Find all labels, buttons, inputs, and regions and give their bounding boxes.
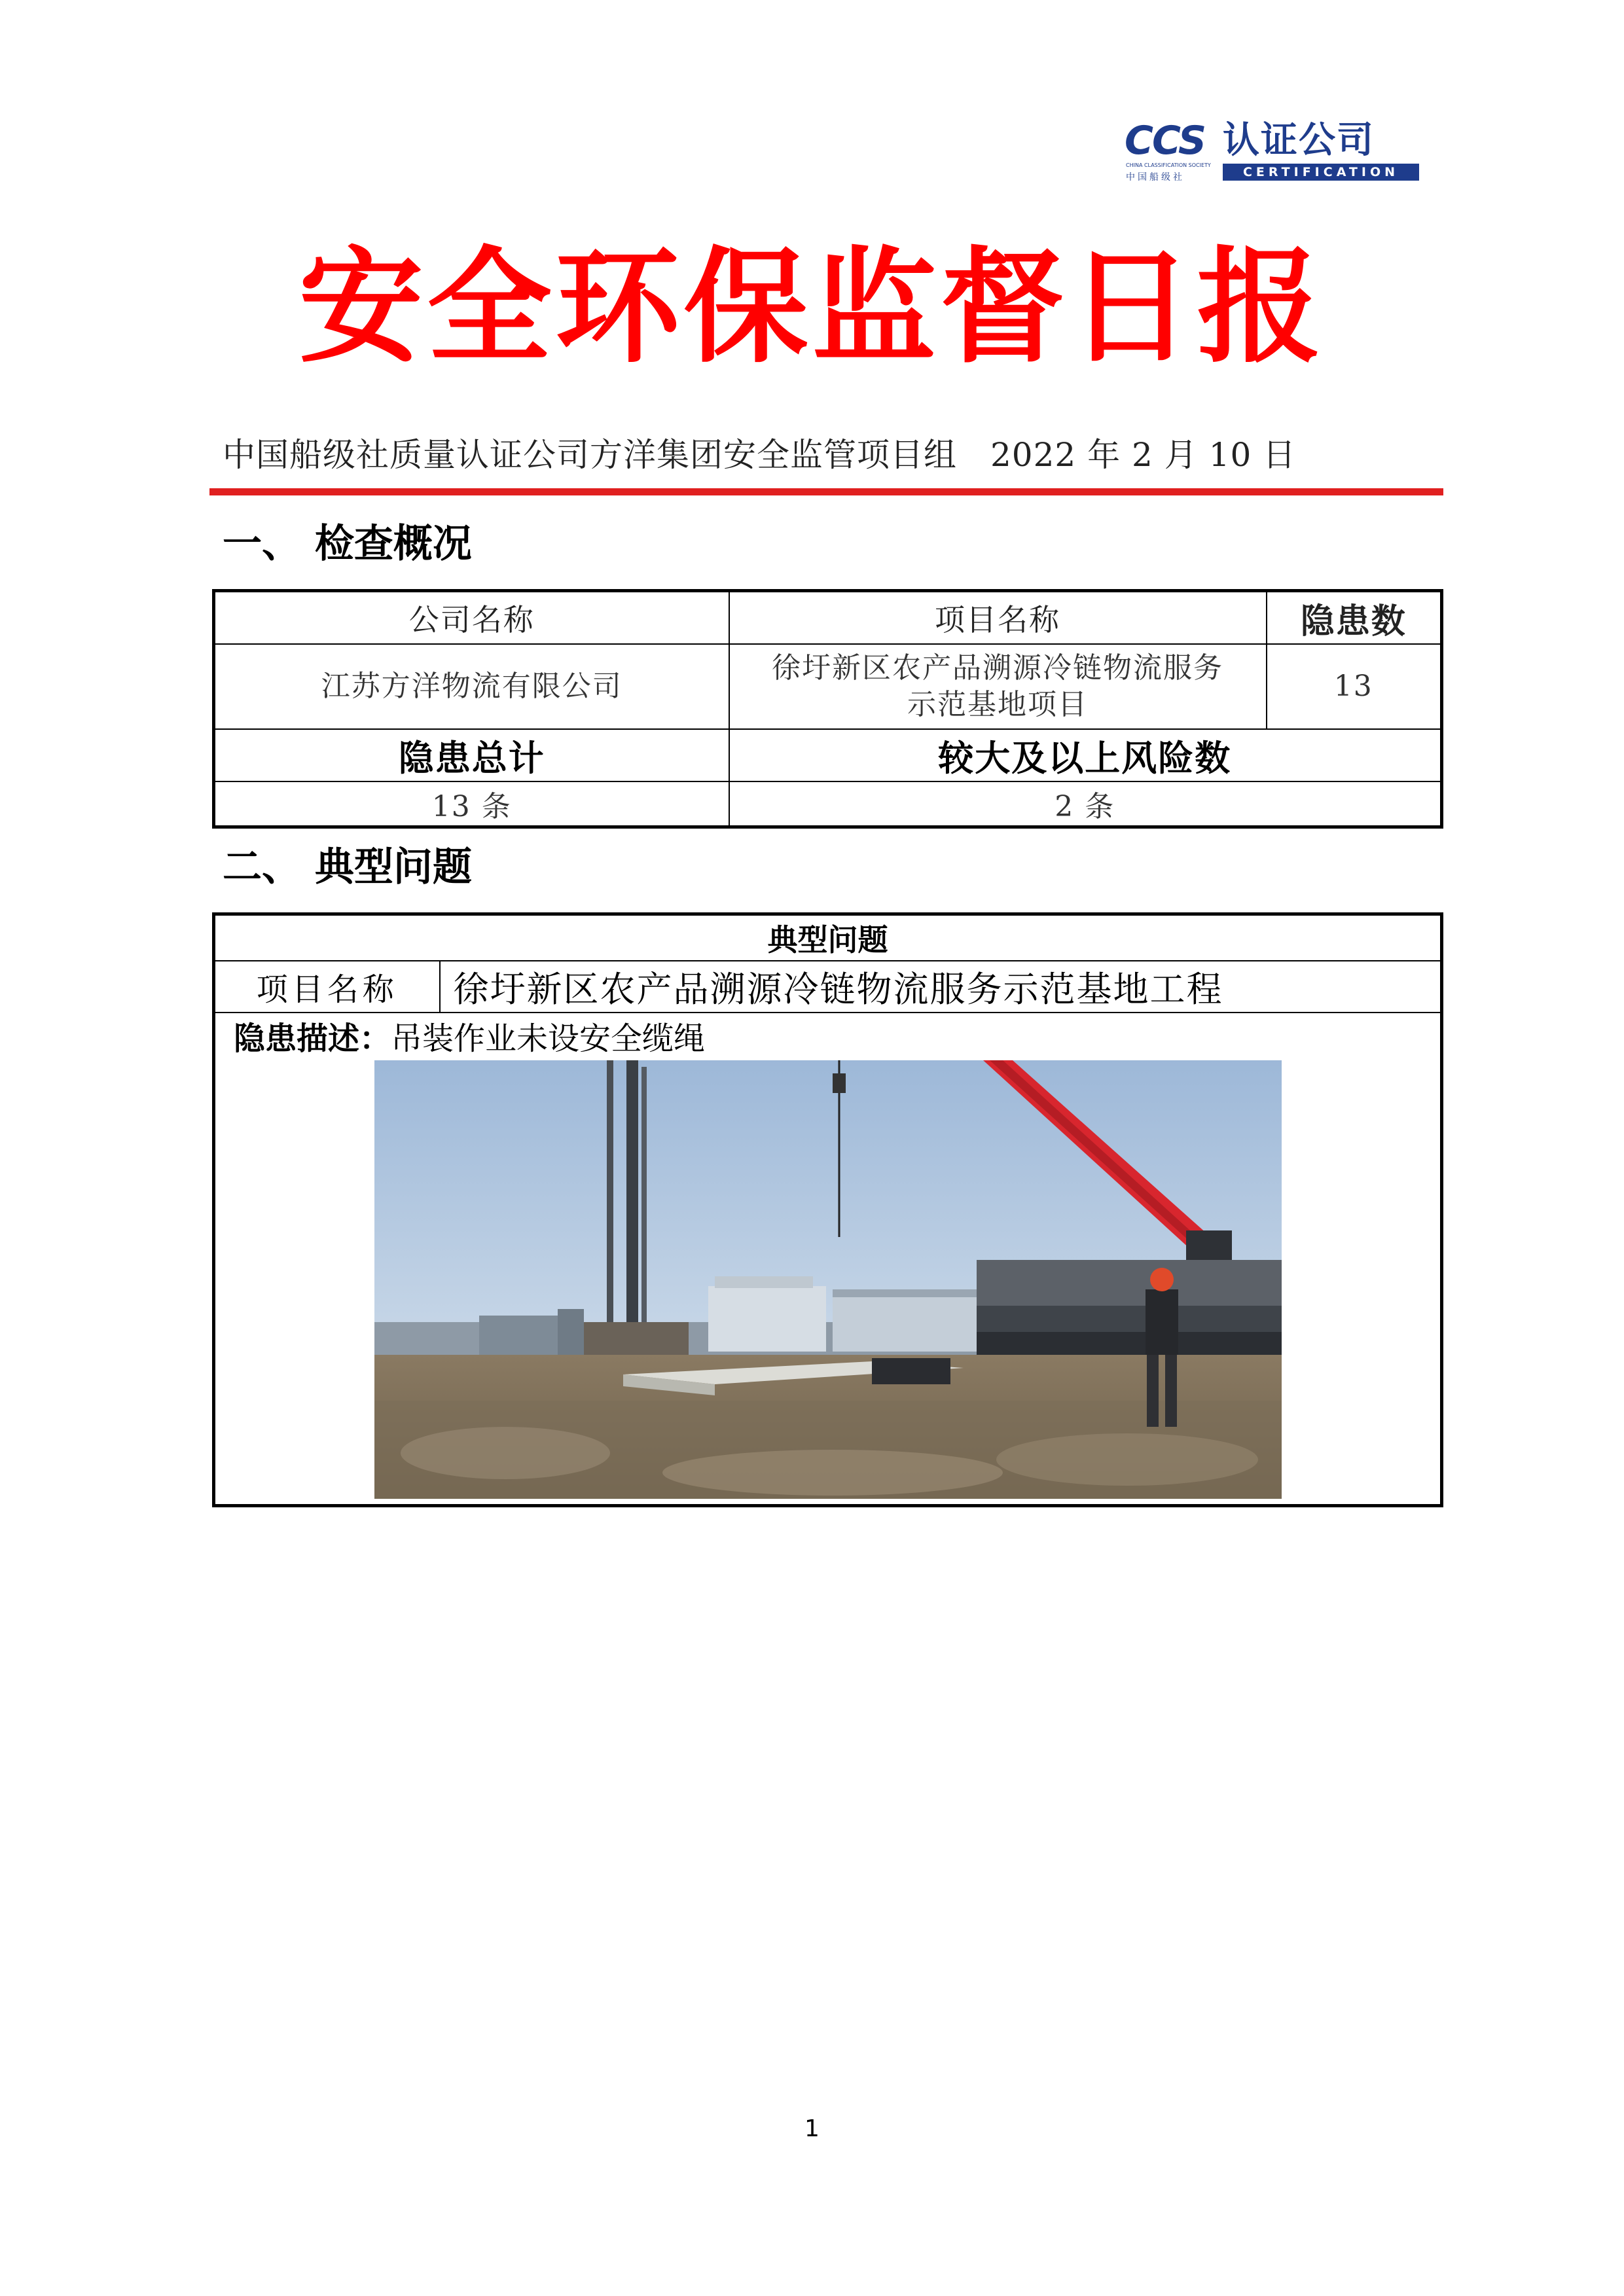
header-project: 项目名称 <box>729 591 1267 645</box>
section2-heading: 二、 典型问题 <box>223 844 472 890</box>
issue-project-row <box>214 961 1442 1013</box>
logo-society-cn: 中国船级社 <box>1126 172 1185 183</box>
report-title: 安全环保监督日报 <box>298 235 1326 380</box>
site-photo <box>374 1060 1282 1499</box>
typical-issue-table <box>212 912 1443 1507</box>
issue-title-row <box>214 914 1442 961</box>
issue-description-cell <box>214 1013 1442 1506</box>
summary-value-row <box>214 781 1442 827</box>
logo-en-name: CERTIFICATION <box>1223 164 1419 181</box>
table-row <box>214 644 1442 729</box>
cell-project-line1: 徐圩新区农产品溯源冷链物流服务 <box>772 651 1223 685</box>
issue-description-text: 吊装作业未设安全缆绳 <box>391 1020 706 1057</box>
logo-ccs-mark: CCS <box>1125 118 1206 164</box>
issue-project-label: 项目名称 <box>214 961 440 1013</box>
issue-description <box>234 1017 705 1060</box>
org-date-line: 中国船级社质量认证公司方洋集团安全监管项目组 2022 年 2 月 10 日 <box>223 436 1297 474</box>
cell-project <box>729 644 1267 729</box>
issue-desc-row <box>214 1013 1442 1506</box>
red-divider <box>209 488 1443 495</box>
header-company: 公司名称 <box>214 591 729 645</box>
cell-hazards: 13 <box>1267 644 1442 729</box>
section1-heading: 一、 检查概况 <box>223 521 472 567</box>
issue-table-title: 典型问题 <box>214 914 1442 961</box>
table-header-row <box>214 591 1442 645</box>
header-hazards: 隐患数 <box>1267 591 1442 645</box>
logo-cn-name: 认证公司 <box>1223 119 1375 162</box>
summary-header-row <box>214 729 1442 781</box>
inspection-overview-table <box>212 589 1443 829</box>
header-major-risks: 较大及以上风险数 <box>729 729 1442 781</box>
ccs-certification-logo <box>1125 118 1419 183</box>
cell-major-risks: 2 条 <box>729 781 1442 827</box>
logo-society-en: CHINA CLASSIFICATION SOCIETY <box>1126 162 1211 168</box>
issue-project-name: 徐圩新区农产品溯源冷链物流服务示范基地工程 <box>440 961 1442 1013</box>
cell-company: 江苏方洋物流有限公司 <box>214 644 729 729</box>
page-number: 1 <box>804 2115 820 2142</box>
cell-total-hazards: 13 条 <box>214 781 729 827</box>
header-total-hazards: 隐患总计 <box>214 729 729 781</box>
cell-project-line2: 示范基地项目 <box>907 688 1088 721</box>
issue-description-label: 隐患描述： <box>234 1020 391 1057</box>
construction-site-image <box>374 1060 1282 1499</box>
